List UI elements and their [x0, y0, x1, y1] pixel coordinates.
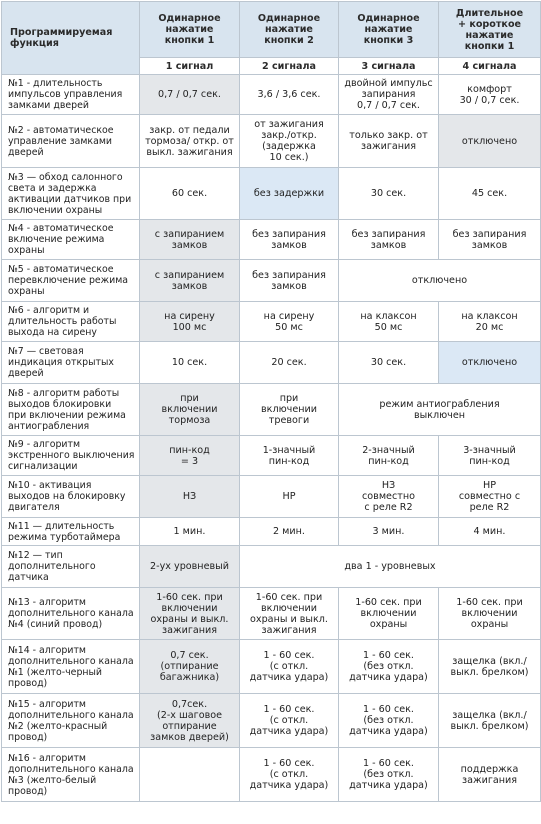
function-name: №4 - автоматическое включение режима охраны	[2, 220, 140, 260]
table-row	[2, 342, 541, 384]
table-cell: 45 сек.	[439, 168, 541, 220]
table-cell: поддержка зажигания	[439, 748, 541, 802]
function-name: №10 - активация выходов на блокировку двигателя	[2, 476, 140, 518]
table-cell: 30 сек.	[339, 168, 439, 220]
table-cell: 20 сек.	[240, 342, 339, 384]
table-cell: без запирания замков	[439, 220, 541, 260]
table-cell: режим антиограбления выключен	[339, 384, 541, 436]
table-cell: 3 мин.	[339, 518, 439, 546]
mode-header-4: Длительное + короткое нажатие кнопки 1	[439, 2, 541, 58]
table-cell: на сирену 100 мс	[140, 302, 240, 342]
function-name: №11 — длительность режима турботаймера	[2, 518, 140, 546]
table-cell: без запирания замков	[240, 220, 339, 260]
table-cell: НЗ совместно с реле R2	[339, 476, 439, 518]
mode-header-2: Одинарное нажатие кнопки 2	[240, 2, 339, 58]
table-cell: 1 - 60 сек. (без откл. датчика удара)	[339, 694, 439, 748]
table-cell: 3,6 / 3,6 сек.	[240, 75, 339, 115]
signal-header-4: 4 сигнала	[439, 58, 541, 75]
programming-table	[1, 1, 541, 802]
table-cell: 2-ух уровневый	[140, 546, 240, 588]
table-cell: без запирания замков	[339, 220, 439, 260]
table-cell: комфорт 30 / 0,7 сек.	[439, 75, 541, 115]
table-cell: НР совместно с реле R2	[439, 476, 541, 518]
header-row	[2, 2, 541, 58]
table-cell: 1 - 60 сек. (с откл. датчика удара)	[240, 640, 339, 694]
function-name: №8 - алгоритм работы выходов блокировки при включении режима антиограбления	[2, 384, 140, 436]
table-cell: 1 - 60 сек. (с откл. датчика удара)	[240, 694, 339, 748]
table-row	[2, 75, 541, 115]
table-cell: от зажигания закр./откр. (задержка 10 сек.)	[240, 115, 339, 168]
table-cell: только закр. от зажигания	[339, 115, 439, 168]
table-cell: 4 мин.	[439, 518, 541, 546]
table-cell	[140, 748, 240, 802]
function-name: №14 - алгоритм дополнительного канала №1 (желто-черный провод)	[2, 640, 140, 694]
mode-header-1: Одинарное нажатие кнопки 1	[140, 2, 240, 58]
table-cell: 1-значный пин-код	[240, 436, 339, 476]
table-row	[2, 168, 541, 220]
table-cell: отключено	[339, 260, 541, 302]
table-row	[2, 518, 541, 546]
table-row	[2, 115, 541, 168]
table-row	[2, 302, 541, 342]
mode-header-3: Одинарное нажатие кнопки 3	[339, 2, 439, 58]
table-cell: 10 сек.	[140, 342, 240, 384]
function-column-header: Программируемая функция	[2, 2, 140, 75]
signal-header-3: 3 сигнала	[339, 58, 439, 75]
table-cell: 2-значный пин-код	[339, 436, 439, 476]
table-cell: НЗ	[140, 476, 240, 518]
table-cell: 2 мин.	[240, 518, 339, 546]
function-name: №16 - алгоритм дополнительного канала №3 (желто-белый провод)	[2, 748, 140, 802]
table-cell: 1 - 60 сек. (без откл. датчика удара)	[339, 640, 439, 694]
table-cell: пин-код = 3	[140, 436, 240, 476]
signal-header-2: 2 сигнала	[240, 58, 339, 75]
table-cell: без задержки	[240, 168, 339, 220]
function-name: №13 - алгоритм дополнительного канала №4 (синий провод)	[2, 588, 140, 640]
table-row	[2, 748, 541, 802]
table-row	[2, 384, 541, 436]
table-cell: 60 сек.	[140, 168, 240, 220]
function-name: №3 — обход салонного света и задержка активации датчиков при включении охраны	[2, 168, 140, 220]
function-name: №12 — тип дополнительного датчика	[2, 546, 140, 588]
table-cell: 0,7 / 0,7 сек.	[140, 75, 240, 115]
table-cell: 1-60 сек. при включении охраны	[439, 588, 541, 640]
table-cell: 30 сек.	[339, 342, 439, 384]
table-cell: два 1 - уровневых	[240, 546, 541, 588]
table-cell: отключено	[439, 342, 541, 384]
table-cell: с запиранием замков	[140, 260, 240, 302]
table-row	[2, 694, 541, 748]
function-name: №9 - алгоритм экстренного выключения сигнализации	[2, 436, 140, 476]
table-cell: 1 мин.	[140, 518, 240, 546]
table-row	[2, 436, 541, 476]
table-row	[2, 476, 541, 518]
function-name: №1 - длительность импульсов управления замками дверей	[2, 75, 140, 115]
function-name: №5 - автоматическое перевключение режима охраны	[2, 260, 140, 302]
table-cell: при включении тревоги	[240, 384, 339, 436]
signal-header-1: 1 сигнал	[140, 58, 240, 75]
table-row	[2, 260, 541, 302]
table-cell: без запирания замков	[240, 260, 339, 302]
table-cell: защелка (вкл./ выкл. брелком)	[439, 640, 541, 694]
table-row	[2, 640, 541, 694]
table-cell: защелка (вкл./ выкл. брелком)	[439, 694, 541, 748]
table-cell: на сирену 50 мс	[240, 302, 339, 342]
table-cell: закр. от педали тормоза/ откр. от выкл. зажигания	[140, 115, 240, 168]
table-cell: при включении тормоза	[140, 384, 240, 436]
table-row	[2, 546, 541, 588]
table-cell: 1-60 сек. при включении охраны и выкл. зажигания	[240, 588, 339, 640]
table-cell: НР	[240, 476, 339, 518]
table-cell: отключено	[439, 115, 541, 168]
table-row	[2, 220, 541, 260]
table-row	[2, 588, 541, 640]
table-cell: 0,7 сек. (отпирание багажника)	[140, 640, 240, 694]
table-cell: двойной импульс запирания 0,7 / 0,7 сек.	[339, 75, 439, 115]
table-cell: с запиранием замков	[140, 220, 240, 260]
table-cell: 1-60 сек. при включении охраны и выкл. зажигания	[140, 588, 240, 640]
table-cell: 0,7сек. (2-х шаговое отпирание замков дверей)	[140, 694, 240, 748]
table-cell: на клаксон 20 мс	[439, 302, 541, 342]
function-name: №6 - алгоритм и длительность работы выхода на сирену	[2, 302, 140, 342]
table-cell: 1 - 60 сек. (с откл. датчика удара)	[240, 748, 339, 802]
table-cell: 1-60 сек. при включении охраны	[339, 588, 439, 640]
table-cell: 1 - 60 сек. (без откл. датчика удара)	[339, 748, 439, 802]
table-cell: на клаксон 50 мс	[339, 302, 439, 342]
table-cell: 3-значный пин-код	[439, 436, 541, 476]
function-name: №15 - алгоритм дополнительного канала №2 (желто-красный провод)	[2, 694, 140, 748]
function-name: №2 - автоматическое управление замками дверей	[2, 115, 140, 168]
function-name: №7 — световая индикация открытых дверей	[2, 342, 140, 384]
